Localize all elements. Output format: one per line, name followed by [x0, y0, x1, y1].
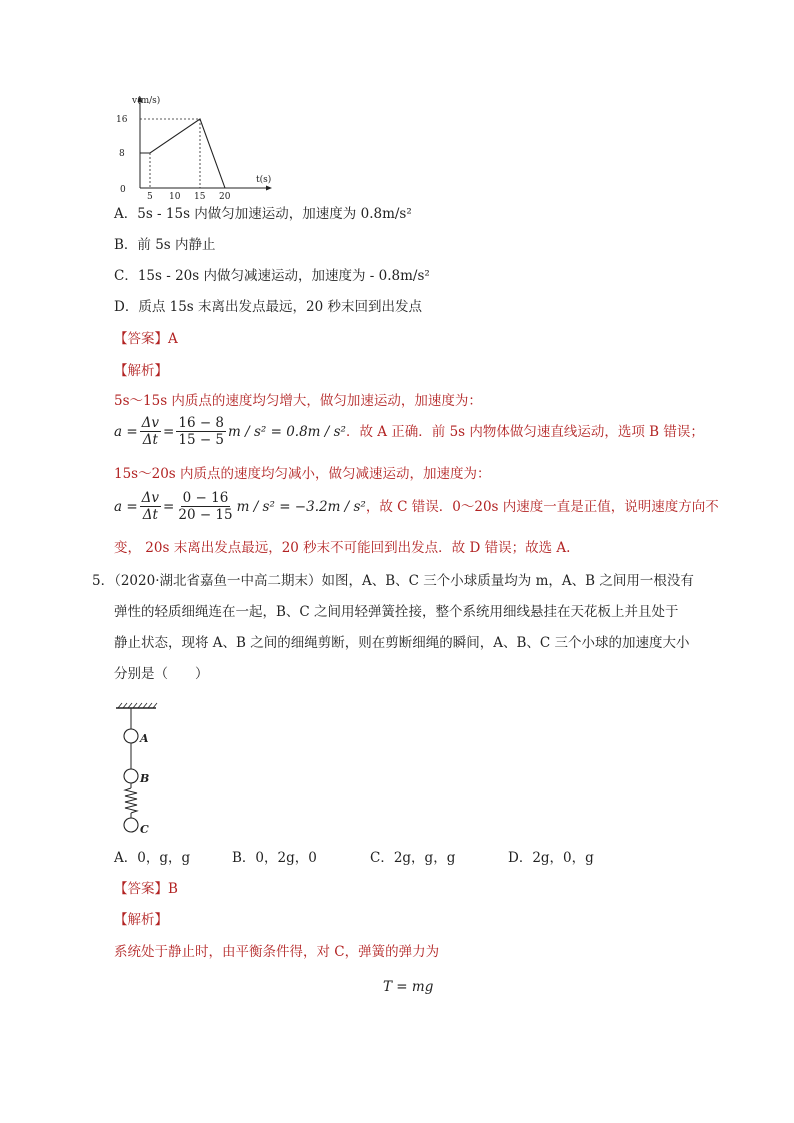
- q4-analysis-line1: 5s～15s 内质点的速度均匀增大，做匀加速运动，加速度为：: [114, 393, 482, 409]
- ball-a: [124, 729, 138, 743]
- q4-answer: 【答案】A: [114, 331, 178, 347]
- y-tick-0: 0: [120, 185, 126, 195]
- eq1-eq: =: [163, 423, 175, 440]
- eq1-num: 16 − 8: [178, 415, 225, 431]
- eq1-value-fraction: [176, 415, 226, 448]
- q5-option-b: B．0，2g，0: [232, 850, 317, 866]
- ceiling-hatch: [118, 703, 157, 708]
- eq2-tail: ，故 C 错误．0～20s 内速度一直是正值，说明速度方向不: [365, 498, 719, 515]
- q5-stem-line2: 弹性的轻质细绳连在一起，B、C 之间用轻弹簧拴接，整个系统用细线悬挂在天花板上并且处于: [114, 604, 679, 620]
- spring: [125, 788, 137, 813]
- q5-formula: T = mg: [383, 979, 434, 995]
- q5-stem-line1: 5．（2020·湖北省嘉鱼一中高二期末）如图，A、B、C 三个小球质量均为 m，A、B 之间用一根没有: [92, 573, 694, 589]
- q5-stem-line4: 分别是（ ）: [114, 666, 209, 682]
- eq1-den: 15 − 5: [178, 432, 225, 448]
- q5-option-c: C．2g，g，g: [370, 850, 456, 866]
- velocity-line: [140, 119, 225, 188]
- eq1-dv: Δv: [141, 415, 160, 431]
- y-axis-label: v(m/s): [132, 96, 161, 106]
- eq2-delta-fraction: [140, 490, 161, 523]
- x-tick-15: 15: [194, 192, 206, 202]
- hanging-balls-figure: [112, 700, 172, 840]
- q4-option-d: D．质点 15s 末离出发点最远，20 秒末回到出发点: [114, 299, 422, 315]
- ball-c: [124, 818, 138, 832]
- x-tick-10: 10: [169, 192, 181, 202]
- q5-stem-line3: 静止状态，现将 A、B 之间的细绳剪断，则在剪断细绳的瞬间，A、B、C 三个小球的加速度大小: [114, 635, 690, 651]
- label-c: C: [140, 823, 149, 836]
- q4-equation-2: [114, 490, 719, 523]
- eq2-rhs: m / s² = −3.2m / s²: [236, 498, 366, 515]
- eq2-eq: =: [163, 498, 175, 515]
- x-axis-arrow: [266, 186, 272, 191]
- q4-analysis-line2: 15s～20s 内质点的速度均匀减小，做匀减速运动，加速度为：: [114, 466, 491, 482]
- q4-analysis-line3: 变， 20s 末离出发点最远，20 秒末不可能回到出发点．故 D 错误；故选 A.: [114, 540, 571, 556]
- y-tick-8: 8: [119, 149, 125, 159]
- q5-analysis-line1: 系统处于静止时，由平衡条件得，对 C，弹簧的弹力为: [114, 944, 440, 960]
- eq1-lhs: a =: [114, 423, 138, 440]
- q5-analysis-header: 【解析】: [114, 912, 168, 928]
- q5-option-d: D．2g，0，g: [508, 850, 594, 866]
- x-tick-20: 20: [219, 192, 231, 202]
- x-tick-5: 5: [147, 192, 153, 202]
- eq2-value-fraction: [176, 490, 234, 523]
- q5-answer: 【答案】B: [114, 881, 178, 897]
- velocity-time-graph: [110, 92, 280, 202]
- y-tick-16: 16: [116, 115, 128, 125]
- q4-option-a: A．5s - 15s 内做匀加速运动，加速度为 0.8m/s²: [114, 206, 412, 222]
- eq2-lhs: a =: [114, 498, 138, 515]
- eq2-num: 0 − 16: [182, 490, 229, 506]
- eq2-dt: Δt: [142, 507, 158, 523]
- q4-analysis-header: 【解析】: [114, 363, 168, 379]
- q4-option-b: B．前 5s 内静止: [114, 237, 216, 253]
- eq2-den: 20 − 15: [178, 507, 233, 523]
- x-axis-label: t(s): [256, 175, 272, 185]
- eq1-delta-fraction: [140, 415, 161, 448]
- q4-equation-1: [114, 415, 704, 448]
- label-b: B: [140, 772, 150, 785]
- eq2-dv: Δv: [141, 490, 160, 506]
- eq1-tail: ．故 A 正确．前 5s 内物体做匀速直线运动，选项 B 错误；: [345, 423, 704, 440]
- eq1-dt: Δt: [142, 432, 158, 448]
- q4-option-c: C．15s - 20s 内做匀减速运动，加速度为 - 0.8m/s²: [114, 268, 430, 284]
- label-a: A: [140, 732, 149, 745]
- ball-b: [124, 769, 138, 783]
- eq1-rhs: m / s² = 0.8m / s²: [228, 423, 346, 440]
- q5-option-a: A．0，g，g: [114, 850, 191, 866]
